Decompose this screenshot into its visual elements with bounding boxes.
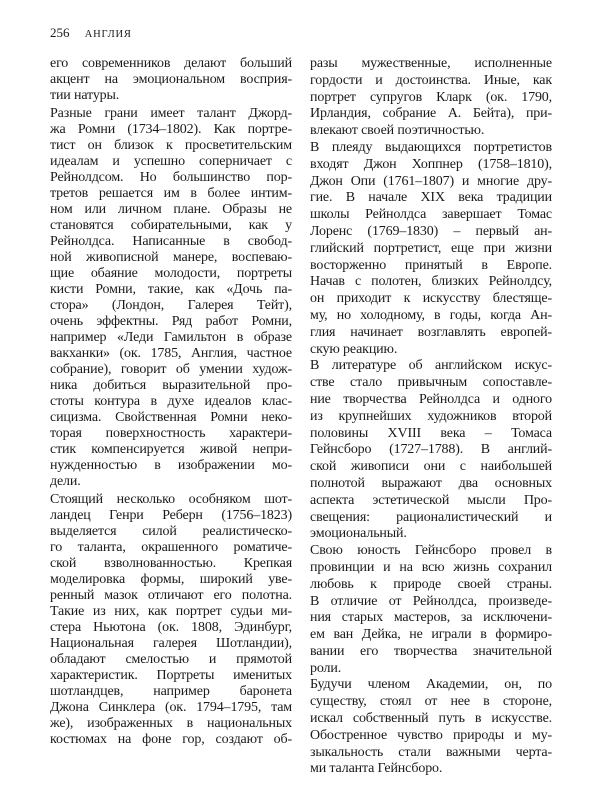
paragraph (310, 677, 552, 778)
text-line: жа Ромни (1734–1802). Как портре- (50, 122, 292, 137)
text-line: Рейнолдсом. Но большинство пор- (50, 170, 292, 185)
text-line: тии натуры. (50, 88, 120, 103)
text-line: шотландцев, например баронета (50, 684, 292, 699)
text-line: любовь к природе своей страны. (310, 576, 552, 592)
text-line: искал собственный путь в искусстве. (310, 711, 552, 727)
text-line: ской живописи они с наибольшей (310, 459, 552, 475)
text-line: акцент на эмоциональном восприя- (50, 72, 292, 87)
text-column-right (310, 56, 552, 778)
text-line: ренный мазок отличают его полотна. (50, 588, 292, 603)
text-line: Гейнсборо (1727–1788). В англий- (310, 442, 552, 458)
paragraph (50, 56, 292, 104)
text-line: стве стало привычным сопоставле- (310, 375, 552, 391)
text-line: гие. В начале XIX века традиции (310, 190, 552, 206)
text-line: вании его творчества значительной (310, 643, 552, 659)
text-line: В отличие от Рейнолдса, произведе- (310, 593, 552, 609)
paragraph (310, 140, 552, 358)
text-line: идеалам и успешно соперничает с (50, 154, 292, 169)
text-line: третов решается им в более интим- (50, 186, 292, 201)
text-line: кисти Ромни, такие, как «Дочь па- (50, 282, 292, 297)
text-line: школы Рейнолдса завершает Томас (310, 207, 552, 223)
text-line: тист он близок к просветительским (50, 138, 292, 153)
text-line: Джона Синклера (ок. 1794–1795, там (50, 700, 292, 715)
text-line: его современников делают больший (50, 56, 292, 71)
text-line: Рейнолдса. Написанные в свобод- (50, 234, 292, 249)
page-number: 256 (50, 25, 70, 40)
text-line: из крупнейших художников второй (310, 408, 552, 424)
text-line: роли. (310, 660, 342, 676)
text-line: зыкальность стали важными черта- (310, 744, 552, 760)
text-line: выделяется силой реалистическо- (50, 524, 292, 539)
text-line: свещения: рационалистический и (310, 509, 552, 525)
text-line: дели. (50, 474, 81, 489)
text-line: ской взволнованностью. Крепкая (50, 556, 292, 571)
text-line: Джон Опи (1761–1807) и многие дру- (310, 173, 552, 189)
running-title: АНГЛИЯ (84, 29, 132, 40)
text-line: щие обаяние молодости, портреты (50, 266, 292, 281)
text-line: Обостренное чувство природы и му- (310, 727, 552, 743)
paragraph (310, 56, 552, 140)
text-line: вакханки» (ок. 1785, Англия, частное (50, 346, 292, 361)
text-line: портрет супругов Кларк (ок. 1790, (310, 89, 552, 105)
text-line: половины XVIII века – Томаса (310, 425, 552, 441)
text-line: ландец Генри Реберн (1756–1823) (50, 508, 292, 523)
text-line: характеристик. Портреты именитых (50, 668, 292, 683)
text-line: гордости и достоинства. Иные, как (310, 72, 552, 88)
text-line: В плеяду выдающихся портретистов (310, 139, 552, 155)
text-line: стора» (Лондон, Галерея Тейт), (50, 298, 292, 313)
text-line: ем ван Дейка, не играли в формиро- (310, 627, 552, 643)
text-line: глийский портретист, еще при жизни (310, 240, 552, 256)
text-line: Национальная галерея Шотландии), (50, 636, 292, 651)
text-line: Лоренс (1769–1830) – первый ан- (310, 223, 552, 239)
text-line: Ирландия, собрание А. Бейта), при- (310, 106, 552, 122)
text-line: восторженно принятый в Европе. (310, 257, 552, 273)
paragraph (310, 543, 552, 677)
text-line: сицизма. Свойственная Ромни неко- (50, 410, 292, 425)
text-line: ном или личном плане. Образы не (50, 202, 292, 217)
text-line: го таланта, окрашенного роматиче- (50, 540, 292, 555)
text-line: влекают своей поэтичностью. (310, 123, 485, 139)
text-line: Будучи членом Академии, он, по (310, 677, 552, 693)
text-line: Начав с полотен, близких Рейнолдсу, (310, 274, 552, 290)
text-line: полнотой выражают два основных (310, 475, 552, 491)
text-line: провинции и на всю жизнь сохранил (310, 559, 552, 575)
text-line: разы мужественные, исполненные (310, 56, 552, 71)
text-line: обладают смелостью и прямотой (50, 652, 292, 667)
text-line: му, но холодному, в годы, когда Ан- (310, 307, 552, 323)
paragraph (310, 358, 552, 543)
text-line: костюмах на фоне гор, создают об- (50, 732, 292, 747)
text-line: ми таланта Гейнсборо. (310, 761, 443, 777)
text-line: стера Ньютона (ок. 1808, Эдинбург, (50, 620, 292, 635)
text-line: ния старых мастеров, за исключени- (310, 610, 552, 626)
text-line: же), изображенных в национальных (50, 716, 292, 731)
paragraph (50, 492, 292, 748)
text-column-left (50, 56, 292, 748)
text-line: нужденностью в изображении мо- (50, 458, 292, 473)
text-line: Стоящий несколько особняком шот- (50, 492, 292, 507)
text-line: В литературе об английском искус- (310, 358, 552, 374)
text-line: Свою юность Гейнсборо провел в (310, 543, 552, 559)
text-line: моделировка формы, широкий уве- (50, 572, 292, 587)
text-line: Разные грани имеет талант Джорд- (50, 106, 292, 121)
text-line: входят Джон Хоппнер (1758–1810), (310, 156, 552, 172)
running-header (50, 25, 132, 41)
text-line: эмоциональный. (310, 526, 407, 542)
paragraph (50, 106, 292, 490)
text-line: стик компенсируется живой непри- (50, 442, 292, 457)
text-line: становятся собирательными, как у (50, 218, 292, 233)
text-line: торая поверхностность характери- (50, 426, 292, 441)
text-line: очень эффектны. Ряд работ Ромни, (50, 314, 292, 329)
text-line: ной живописной манере, воспеваю- (50, 250, 292, 265)
text-line: ние творчества Рейнолдса и одного (310, 391, 552, 407)
text-line: существу, стоял от нее в стороне, (310, 694, 552, 710)
text-line: стоты контура в духе идеалов клас- (50, 394, 292, 409)
text-line: скую реакцию. (310, 341, 398, 357)
text-line: например «Леди Гамильтон в образе (50, 330, 292, 345)
text-line: ника добиться выразительной про- (50, 378, 292, 393)
text-line: собрание), говорит об умении худож- (50, 362, 292, 377)
text-line: Такие из них, как портрет судьи ми- (50, 604, 292, 619)
text-line: он приходит к искусству блестяще- (310, 291, 552, 307)
text-line: аспекта эстетической мысли Про- (310, 492, 552, 508)
text-line: глия начинает возглавлять европей- (310, 324, 552, 340)
